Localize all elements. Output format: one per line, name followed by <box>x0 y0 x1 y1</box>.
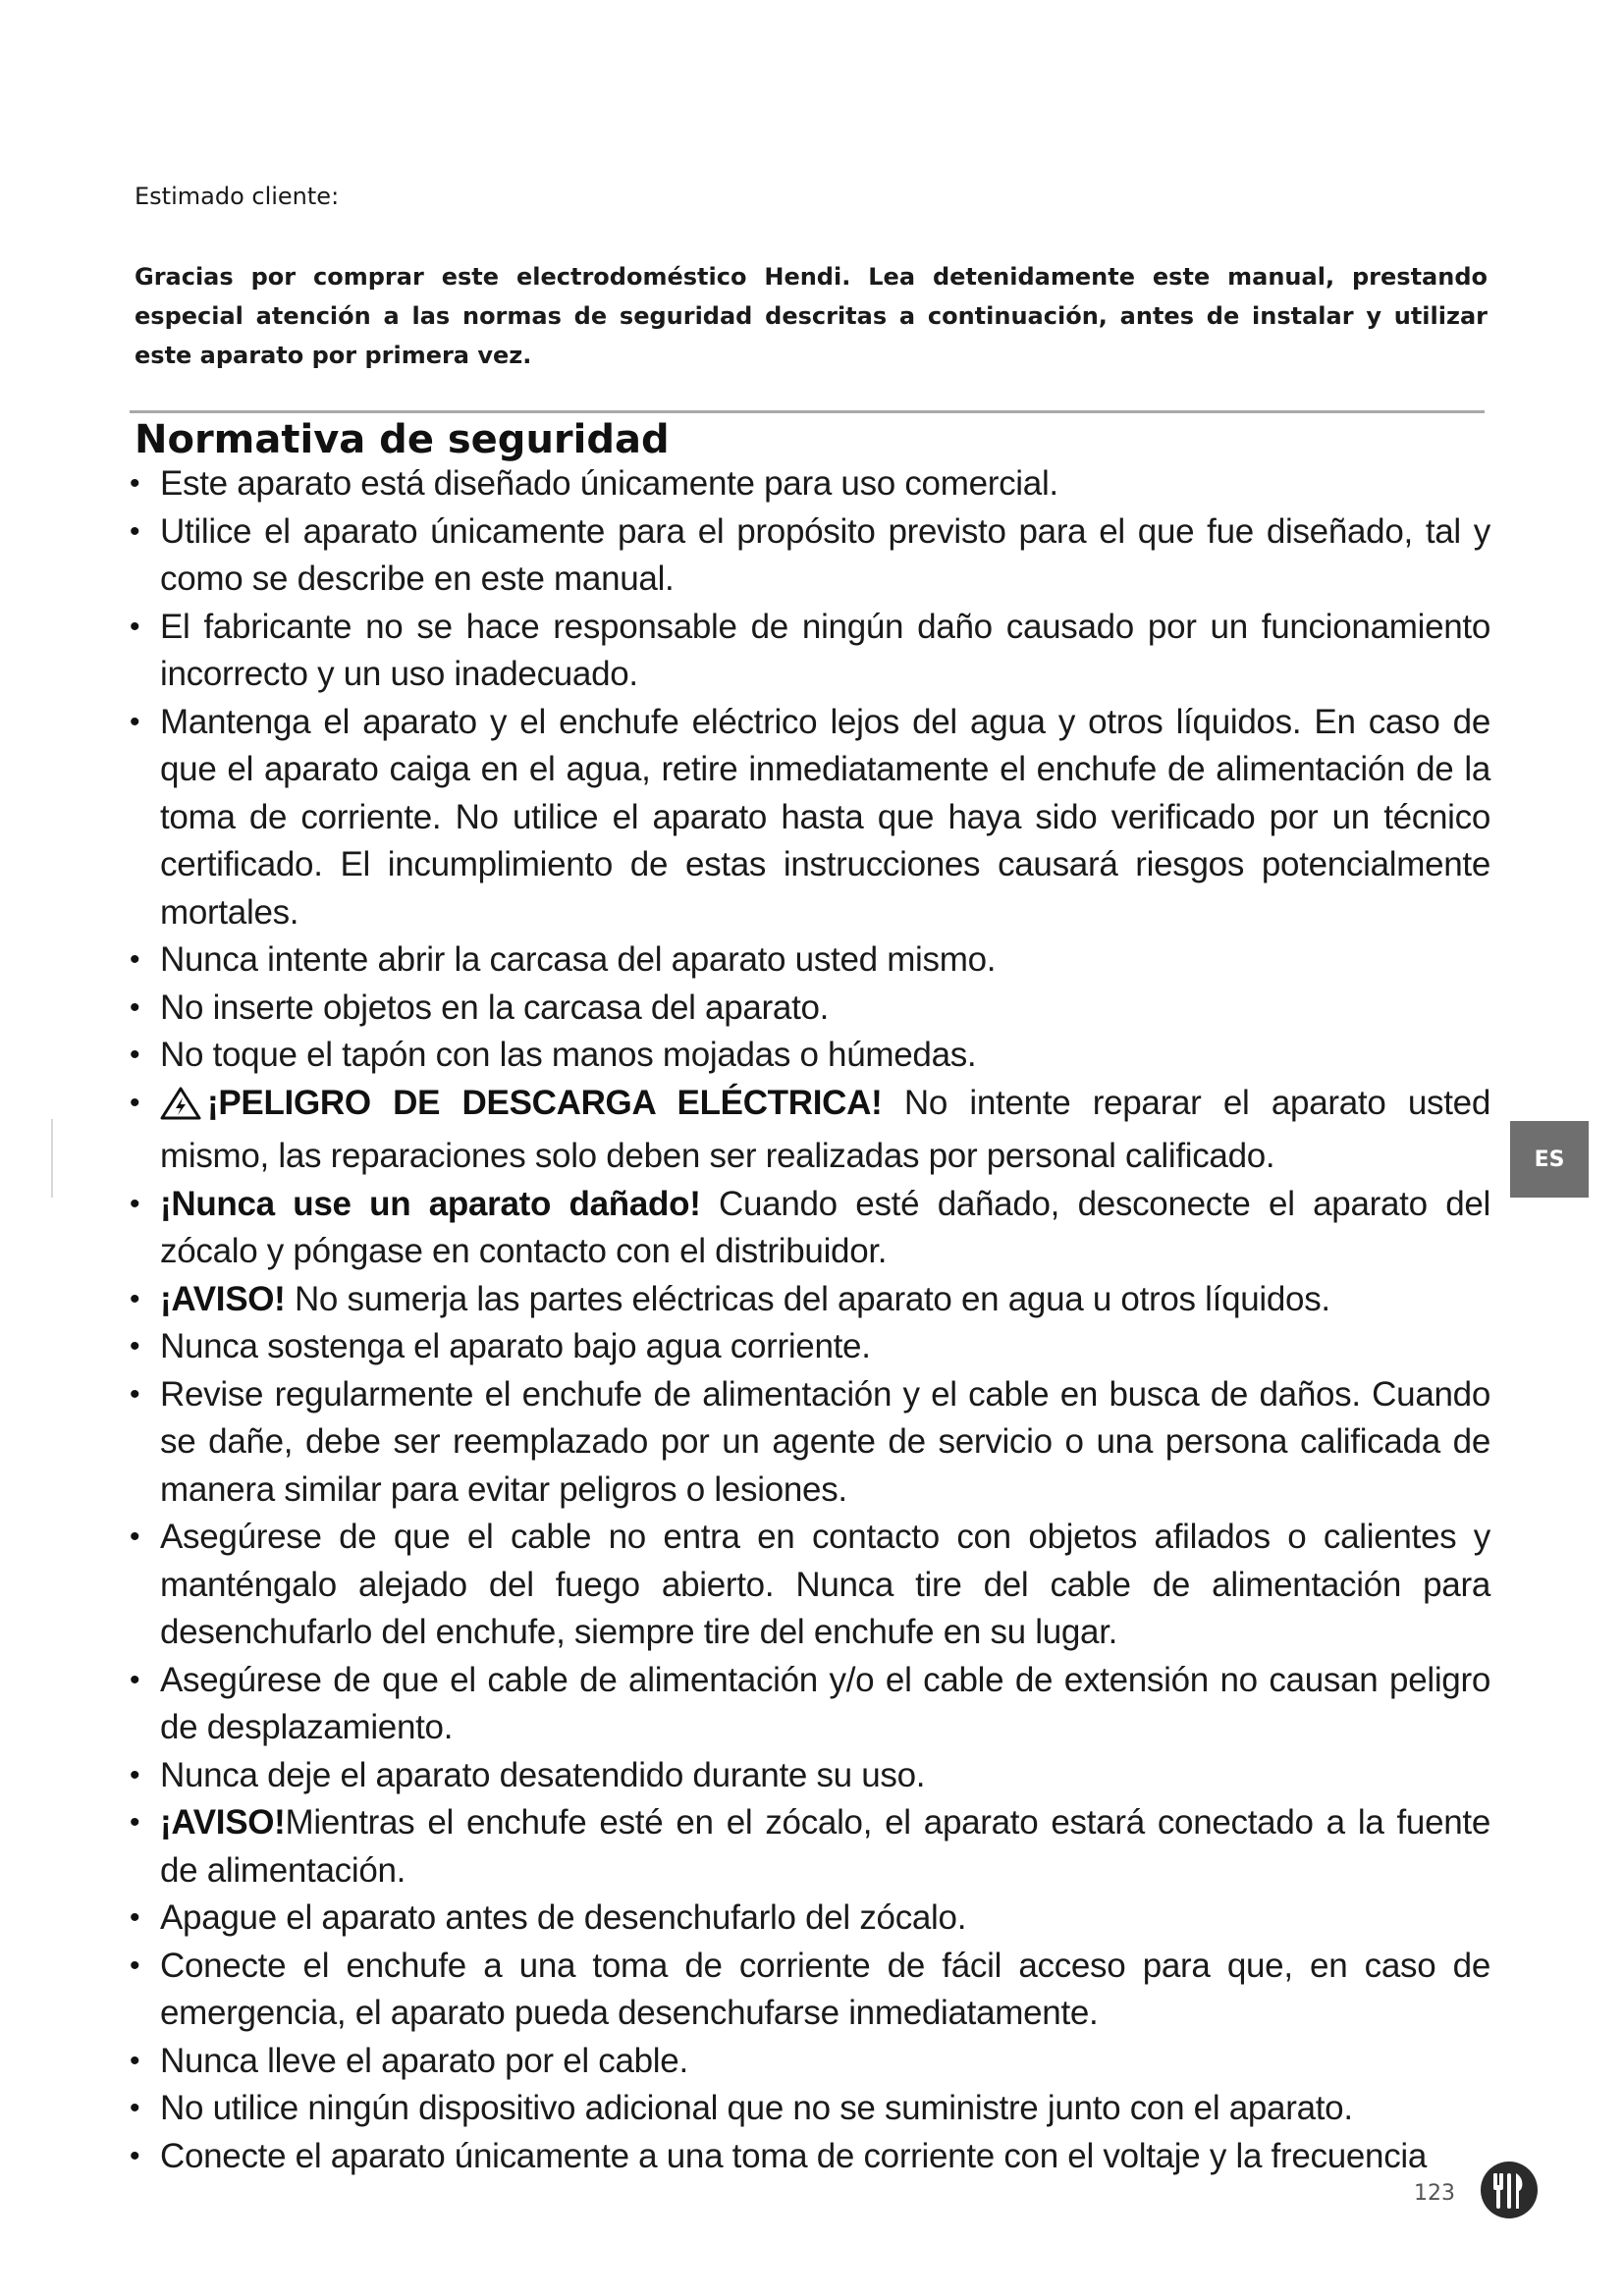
cutlery-icon <box>1479 2160 1540 2225</box>
rule-item <box>126 985 1490 1033</box>
bullet: • <box>130 1663 140 1696</box>
bullet: • <box>130 610 140 643</box>
bullet: • <box>130 1758 140 1791</box>
rule-text: No sumerja las partes eléctricas del aparato en agua u otros líquidos. <box>285 1279 1330 1318</box>
rule-text: Apague el aparato antes de desenchufarlo del zócalo. <box>160 1898 967 1937</box>
bullet: • <box>130 943 140 976</box>
rule-text: No utilice ningún dispositivo adicional que no se suministre junto con el aparato. <box>160 2089 1353 2127</box>
rule-item <box>126 2133 1490 2181</box>
rule-item <box>126 1657 1490 1752</box>
rule-text: Asegúrese de que el cable no entra en contacto con objetos afilados o calientes y manténgalo alejado del fuego abierto. Nunca tire del cable de alimentación para desenchufarlo del enchufe, siempre tire del enchufe en su lugar. <box>160 1518 1490 1651</box>
bullet: • <box>130 990 140 1024</box>
safety-rules-list <box>126 460 1490 2180</box>
rule-item <box>126 2085 1490 2133</box>
rule-item <box>126 1080 1490 1181</box>
rule-text: Mientras el enchufe esté en el zócalo, el aparato estará conectado a la fuente de alimentación. <box>160 1803 1490 1890</box>
rule-text: No intente reparar el aparato usted mismo, las reparaciones solo deben ser realizadas por personal calificado. <box>160 1083 1490 1175</box>
rule-text: Mantenga el aparato y el enchufe eléctrico lejos del agua y otros líquidos. En caso de que el aparato caiga en el agua, retire inmediatamente el enchufe de alimentación de la toma de corriente. No utilice el aparato hasta que haya sido verificado por un técnico certificado. El incumplimiento de estas instrucciones causará riesgos potencialmente mortales. <box>160 702 1490 932</box>
greeting: Estimado cliente: <box>135 183 340 210</box>
bullet: • <box>130 1330 140 1362</box>
bullet: • <box>130 1377 140 1411</box>
bullet: • <box>130 2092 140 2124</box>
rule-item <box>126 1032 1490 1080</box>
page-number: 123 <box>1414 2181 1455 2206</box>
rule-item <box>126 1514 1490 1657</box>
bullet: • <box>130 705 140 738</box>
bullet: • <box>130 1086 140 1119</box>
rule-text: Revise regularmente el enchufe de alimentación y el cable en busca de daños. Cuando se dañe, debe ser reemplazado por un agente de servicio o una persona calificada de manera similar para evitar peligros o lesiones. <box>160 1374 1490 1509</box>
rule-item <box>126 1943 1490 2038</box>
rule-text: Nunca deje el aparato desatendido durante su uso. <box>160 1755 926 1794</box>
rule-text: No inserte objetos en la carcasa del aparato. <box>160 988 830 1027</box>
rule-text: Nunca sostenga el aparato bajo agua corriente. <box>160 1327 871 1365</box>
rule-item <box>126 1181 1490 1276</box>
rule-item <box>126 699 1490 937</box>
rule-item <box>126 508 1490 604</box>
rule-item <box>126 2038 1490 2086</box>
bullet: • <box>130 2044 140 2077</box>
bullet: • <box>130 1187 140 1220</box>
warning-lead: ¡Nunca use un aparato dañado! <box>160 1184 701 1223</box>
rule-item <box>126 1752 1490 1800</box>
bullet: • <box>130 1521 140 1553</box>
bullet: • <box>130 1901 140 1934</box>
bullet: • <box>130 2139 140 2172</box>
rule-item <box>126 1371 1490 1515</box>
bullet: • <box>130 514 140 548</box>
section-title: Normativa de seguridad <box>135 417 670 462</box>
rule-item <box>126 460 1490 508</box>
rule-text: Nunca intente abrir la carcasa del aparato usted mismo. <box>160 940 997 979</box>
bullet: • <box>130 1949 140 1982</box>
bullet: • <box>130 1282 140 1315</box>
rule-item <box>126 1276 1490 1324</box>
rule-text: No toque el tapón con las manos mojadas o húmedas. <box>160 1036 977 1074</box>
rule-text: Cuando esté dañado, desconecte el aparato del zócalo y póngase en contacto con el distribuidor. <box>160 1184 1491 1270</box>
bullet: • <box>130 1806 140 1839</box>
rule-text: Conecte el enchufe a una toma de corriente de fácil acceso para que, en caso de emergencia, el aparato pueda desenchufarse inmediatamente. <box>160 1946 1490 2032</box>
danger-lead: ¡PELIGRO DE DESCARGA ELÉCTRICA! <box>207 1083 883 1122</box>
rule-item <box>126 1895 1490 1943</box>
rule-text: Nunca lleve el aparato por el cable. <box>160 2041 688 2080</box>
rule-text: Asegúrese de que el cable de alimentación y/o el cable de extensión no causan peligro de desplazamiento. <box>160 1660 1490 1746</box>
bullet: • <box>130 467 140 500</box>
rule-item <box>126 604 1490 699</box>
rule-item <box>126 1323 1490 1371</box>
warning-lead: ¡AVISO! <box>160 1803 286 1842</box>
electric-hazard-icon <box>160 1086 201 1134</box>
warning-lead: ¡AVISO! <box>160 1279 286 1318</box>
rule-text: Conecte el aparato únicamente a una toma de corriente con el voltaje y la frecuencia <box>160 2136 1428 2175</box>
rule-item <box>126 1799 1490 1895</box>
language-tab: ES <box>1510 1121 1589 1198</box>
bullet: • <box>130 1039 140 1071</box>
rule-text: Utilice el aparato únicamente para el propósito previsto para el que fue diseñado, tal y como se describe en este manual. <box>160 511 1490 598</box>
margin-line <box>51 1119 53 1198</box>
rule-text: Este aparato está diseñado únicamente para uso comercial. <box>160 464 1058 503</box>
intro-paragraph: Gracias por comprar este electrodoméstico Hendi. Lea detenidamente este manual, prestando especial atención a las normas de seguridad descritas a continuación, antes de instalar y utilizar este aparato por primera vez. <box>135 263 1488 369</box>
rule-text: El fabricante no se hace responsable de ningún daño causado por un funcionamiento incorrecto y un uso inadecuado. <box>160 607 1490 693</box>
rule-item <box>126 936 1490 985</box>
